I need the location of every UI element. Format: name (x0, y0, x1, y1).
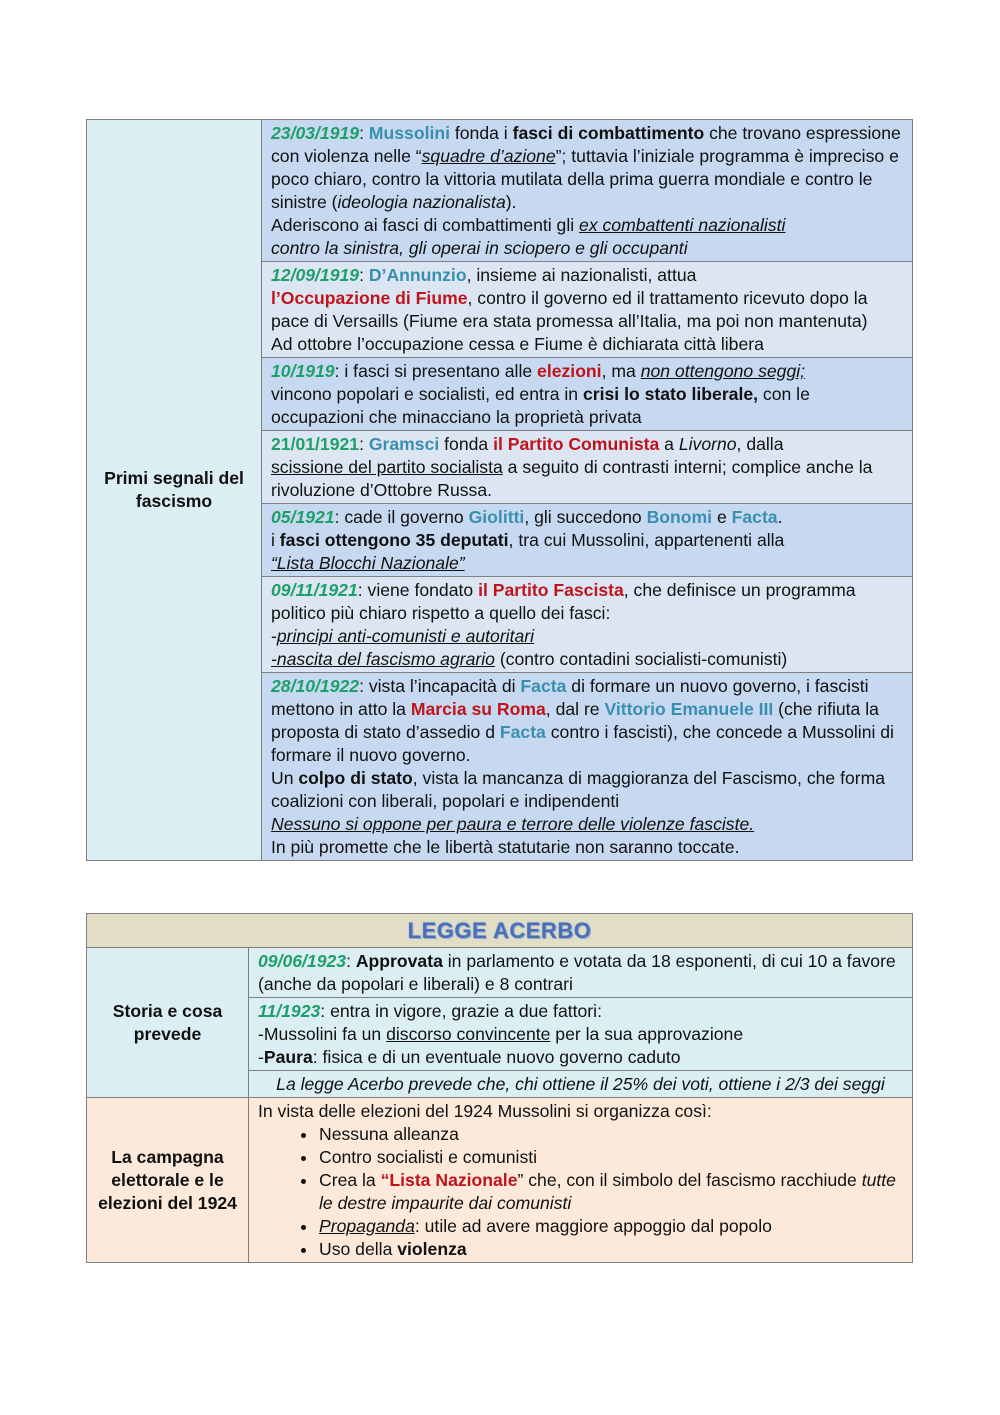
event-row-1919-10 (262, 358, 913, 431)
text: : entra in vigore, grazie a due fattori: (320, 1001, 602, 1021)
event-row-1919-09 (262, 262, 913, 358)
italic-underlined-text: -nascita del fascismo agrario (271, 649, 495, 669)
text: : (359, 265, 369, 285)
text: - (271, 626, 277, 646)
event-row-1921-11 (262, 577, 913, 673)
campaign-details (249, 1098, 913, 1263)
bold-text: fasci ottengono 35 deputati (279, 530, 509, 550)
text: , che definisce un programma politico più chiaro rispetto a quello dei fasci: (271, 580, 856, 623)
text: a seguito di contrasti interni; complice anche la rivoluzione d’Ottobre Russa. (271, 457, 873, 500)
text: ”; tuttavia l’iniziale programma è impreciso e poco chiaro, contro la vittoria mutilata della prima guerra mondiale e contro le sinistre ( (271, 146, 899, 212)
event-row-1921-05 (262, 504, 913, 577)
text: per la sua approvazione (550, 1024, 744, 1044)
text: Contro socialisti e comunisti (319, 1147, 538, 1167)
italic-text: ideologia nazionalista (337, 192, 506, 212)
text: in parlamento e votata da 18 esponenti, di cui 10 a favore (anche da popolari e liberali) e 8 contrari (258, 951, 896, 994)
section-label-primi-segnali (87, 120, 262, 861)
event-date: 09/11/1921 (271, 580, 358, 600)
event-row-1921-01 (262, 431, 913, 504)
text: : i fasci si presentano alle (334, 361, 538, 381)
section-label-storia (87, 948, 249, 1098)
highlight-red: l’Occupazione di Fiume (271, 288, 468, 308)
list-item (318, 1215, 903, 1238)
text: , dal re (545, 699, 605, 719)
text: (che rifiuta la proposta di stato d’assedio d (271, 699, 879, 742)
text: : vista l’incapacità di (359, 676, 521, 696)
bold-text: fasci di combattimento (512, 123, 705, 143)
text: . (777, 507, 783, 527)
highlight-red: il Partito Fascista (478, 580, 624, 600)
italic-underlined-text: non ottengono seggi; (640, 361, 806, 381)
event-date: 05/1921 (271, 507, 335, 527)
highlight-red: Marcia su Roma (410, 699, 546, 719)
text: con le occupazioni che minacciano la proprietà privata (271, 384, 810, 427)
table-title-text: LEGGE ACERBO (407, 918, 592, 943)
event-row-1922-10 (262, 673, 913, 861)
text: che trovano espressione con violenza nelle “ (271, 123, 901, 166)
text: fonda i (449, 123, 513, 143)
text: e (712, 507, 732, 527)
italic-underlined-text: ex combattenti nazionalisti (579, 215, 786, 235)
text: Un (271, 768, 299, 788)
text: , insieme ai nazionalisti, attua (466, 265, 697, 285)
italic-text: tutte le destre impaurite dai comunisti (319, 1170, 896, 1213)
text: ). (505, 192, 517, 212)
italic-underlined-text: squadre d’azione (421, 146, 556, 166)
law-row-approval (249, 948, 913, 998)
text: : (346, 951, 356, 971)
underlined-text: discorso convincente (386, 1024, 551, 1044)
text: -Mussolini fa un (258, 1024, 387, 1044)
bold-text: Paura (263, 1047, 313, 1067)
law-summary: La legge Acerbo prevede che, chi ottiene il 25% dei voti, ottiene i 2/3 dei seggi (249, 1071, 913, 1098)
text: : viene fondato (357, 580, 479, 600)
text: : (359, 434, 369, 454)
person-name: Gramsci (368, 434, 440, 454)
list-item (318, 1169, 903, 1215)
table-legge-acerbo (86, 913, 913, 1263)
table-fascismo-signals (86, 119, 913, 861)
person-name: Bonomi (646, 507, 713, 527)
text: : cade il governo (334, 507, 469, 527)
text: , gli succedono (524, 507, 647, 527)
bold-text: crisi lo stato liberale, (582, 384, 759, 404)
text: Nessuna alleanza (319, 1124, 459, 1144)
text: (contro contadini socialisti-comunisti) (494, 649, 788, 669)
italic-underlined-text: “Lista Blocchi Nazionale” (271, 553, 465, 573)
person-name: Facta (499, 722, 546, 742)
text: , dalla (736, 434, 784, 454)
italic-text: contro la sinistra, gli operai in sciopero e gli occupanti (271, 238, 688, 258)
italic-underlined-text: Propaganda (319, 1216, 415, 1236)
table-title (87, 914, 913, 948)
event-row-1919-03 (262, 120, 913, 262)
campaign-intro: In vista delle elezioni del 1924 Mussolini si organizza così: (258, 1101, 712, 1121)
event-date: 09/06/1923 (258, 951, 347, 971)
list-item (318, 1238, 903, 1261)
event-date: 21/01/1921 (271, 434, 360, 454)
text: contro i fascisti), che concede a Mussolini di formare il nuovo governo. (271, 722, 894, 765)
text: vincono popolari e socialisti, ed entra in (271, 384, 583, 404)
highlight-red: il Partito Comunista (493, 434, 660, 454)
event-date: 12/09/1919 (271, 265, 360, 285)
text: : (359, 123, 369, 143)
text: Ad ottobre l’occupazione cessa e Fiume è dichiarata città libera (271, 334, 764, 354)
section-label-text: Storia e cosa prevede (112, 1000, 223, 1044)
list-item (318, 1146, 903, 1169)
text: , tra cui Mussolini, appartenenti alla (508, 530, 785, 550)
section-label-text: Primi segnali del fascismo (104, 468, 244, 511)
event-date: 11/1923 (258, 1001, 321, 1021)
highlight-red: elezioni (537, 361, 602, 381)
person-name: Vittorio Emanuele III (604, 699, 774, 719)
text: di formare un nuovo governo, i fascisti mettono in atto la (271, 676, 869, 719)
text: Aderiscono ai fasci di combattimenti gli (271, 215, 580, 235)
person-name: Mussolini (368, 123, 450, 143)
text: - (258, 1047, 264, 1067)
bold-text: colpo di stato (298, 768, 413, 788)
event-date: 10/1919 (271, 361, 335, 381)
law-row-enforcement (249, 998, 913, 1071)
text: : utile ad avere maggiore appoggio dal popolo (414, 1216, 772, 1236)
underlined-text: scissione del partito socialista (271, 457, 503, 477)
text: a (659, 434, 679, 454)
event-date: 28/10/1922 (271, 676, 360, 696)
text: i (271, 530, 280, 550)
highlight-red: “Lista Nazionale (380, 1170, 518, 1190)
person-name: Facta (731, 507, 778, 527)
text: Crea la (319, 1170, 381, 1190)
person-name: Facta (520, 676, 567, 696)
italic-text: Livorno (678, 434, 737, 454)
person-name: Giolitti (468, 507, 525, 527)
person-name: D’Annunzio (368, 265, 467, 285)
list-item (318, 1123, 903, 1146)
section-label-text: La campagna elettorale e le elezioni del 1924 (98, 1146, 237, 1213)
event-date: 23/03/1919 (271, 123, 360, 143)
text: , ma (601, 361, 641, 381)
text: , contro il governo ed il trattamento ricevuto dopo la pace di Versaills (Fiume era stata promessa all’Italia, ma poi non mantenuta) (271, 288, 868, 331)
bold-text: violenza (397, 1239, 467, 1259)
text: : fisica e di un eventuale nuovo governo caduto (312, 1047, 681, 1067)
bold-text: Approvata (355, 951, 443, 971)
campaign-list (258, 1123, 903, 1261)
italic-underlined-text: principi anti-comunisti e autoritari (276, 626, 535, 646)
text: In più promette che le libertà statutarie non saranno toccate. (271, 837, 740, 857)
text: ” che, con il simbolo del fascismo racchiude (517, 1170, 862, 1190)
section-label-campagna (87, 1098, 249, 1263)
text: Uso della (319, 1239, 398, 1259)
text: fonda (439, 434, 494, 454)
text: , vista la mancanza di maggioranza del Fascismo, che forma coalizioni con liberali, popolari e indipendenti (271, 768, 886, 811)
italic-underlined-text: Nessuno si oppone per paura e terrore delle violenze fasciste. (271, 814, 755, 834)
